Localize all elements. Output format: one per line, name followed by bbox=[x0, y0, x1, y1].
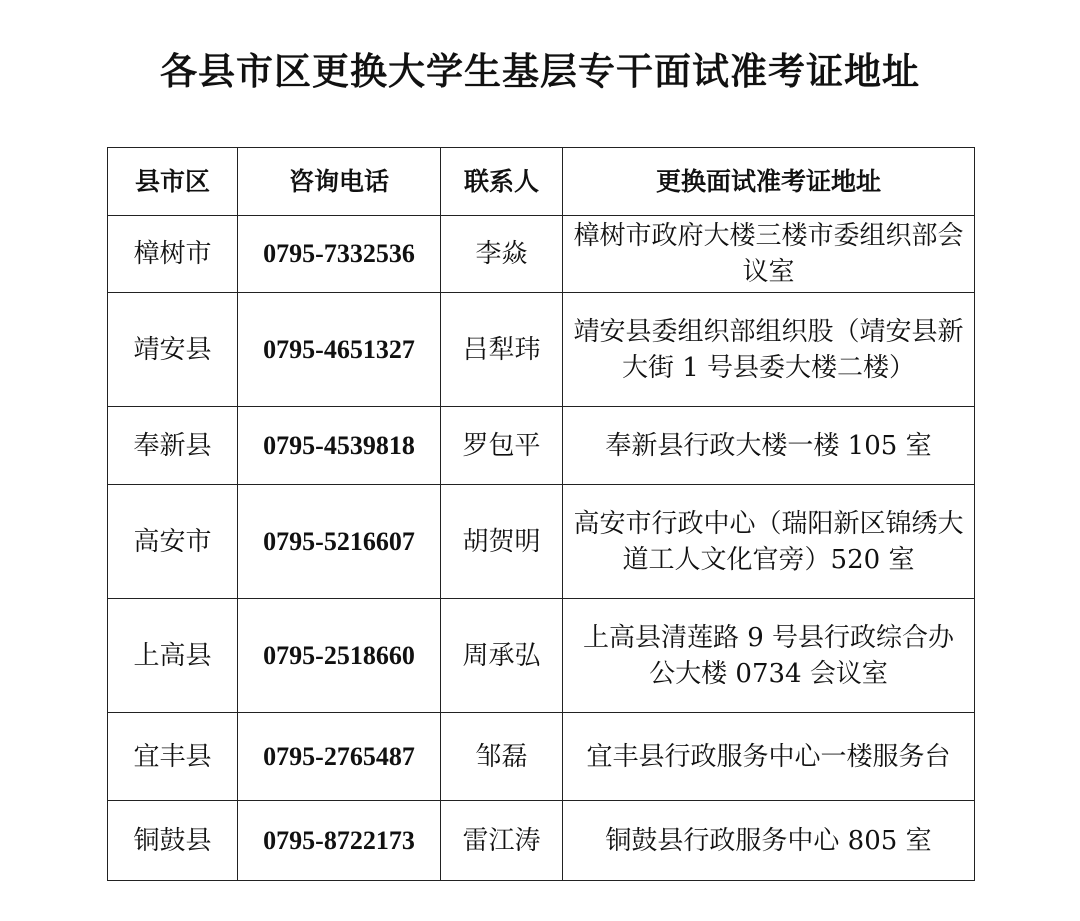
contact-cell: 雷江涛 bbox=[441, 801, 563, 881]
address-cell: 上高县清莲路 9 号县行政综合办公大楼 0734 会议室 bbox=[563, 599, 975, 713]
contact-cell: 胡贺明 bbox=[441, 485, 563, 599]
contact-cell: 李焱 bbox=[441, 216, 563, 293]
district-cell: 上高县 bbox=[108, 599, 238, 713]
phone-cell: 0795-4539818 bbox=[238, 407, 441, 485]
table-row bbox=[108, 293, 975, 407]
table-row bbox=[108, 407, 975, 485]
contact-table bbox=[107, 147, 975, 881]
phone-cell: 0795-2518660 bbox=[238, 599, 441, 713]
district-cell: 宜丰县 bbox=[108, 713, 238, 801]
table-row bbox=[108, 801, 975, 881]
address-cell: 宜丰县行政服务中心一楼服务台 bbox=[563, 713, 975, 801]
table-row bbox=[108, 713, 975, 801]
address-cell: 樟树市政府大楼三楼市委组织部会议室 bbox=[563, 216, 975, 293]
table-row bbox=[108, 216, 975, 293]
table-row bbox=[108, 485, 975, 599]
contact-cell: 周承弘 bbox=[441, 599, 563, 713]
header-address: 更换面试准考证地址 bbox=[563, 148, 975, 216]
table-row bbox=[108, 599, 975, 713]
contact-cell: 吕犁玮 bbox=[441, 293, 563, 407]
phone-cell: 0795-4651327 bbox=[238, 293, 441, 407]
address-cell: 铜鼓县行政服务中心 805 室 bbox=[563, 801, 975, 881]
phone-cell: 0795-7332536 bbox=[238, 216, 441, 293]
header-district: 县市区 bbox=[108, 148, 238, 216]
district-cell: 靖安县 bbox=[108, 293, 238, 407]
address-cell: 奉新县行政大楼一楼 105 室 bbox=[563, 407, 975, 485]
district-cell: 樟树市 bbox=[108, 216, 238, 293]
district-cell: 奉新县 bbox=[108, 407, 238, 485]
table-header-row bbox=[108, 148, 975, 216]
header-phone: 咨询电话 bbox=[238, 148, 441, 216]
phone-cell: 0795-5216607 bbox=[238, 485, 441, 599]
contact-cell: 邹磊 bbox=[441, 713, 563, 801]
district-cell: 铜鼓县 bbox=[108, 801, 238, 881]
address-cell: 高安市行政中心（瑞阳新区锦绣大道工人文化官旁）520 室 bbox=[563, 485, 975, 599]
contact-cell: 罗包平 bbox=[441, 407, 563, 485]
page-title: 各县市区更换大学生基层专干面试准考证地址 bbox=[160, 50, 920, 93]
header-contact: 联系人 bbox=[441, 148, 563, 216]
district-cell: 高安市 bbox=[108, 485, 238, 599]
phone-cell: 0795-8722173 bbox=[238, 801, 441, 881]
address-cell: 靖安县委组织部组织股（靖安县新大街 1 号县委大楼二楼） bbox=[563, 293, 975, 407]
phone-cell: 0795-2765487 bbox=[238, 713, 441, 801]
